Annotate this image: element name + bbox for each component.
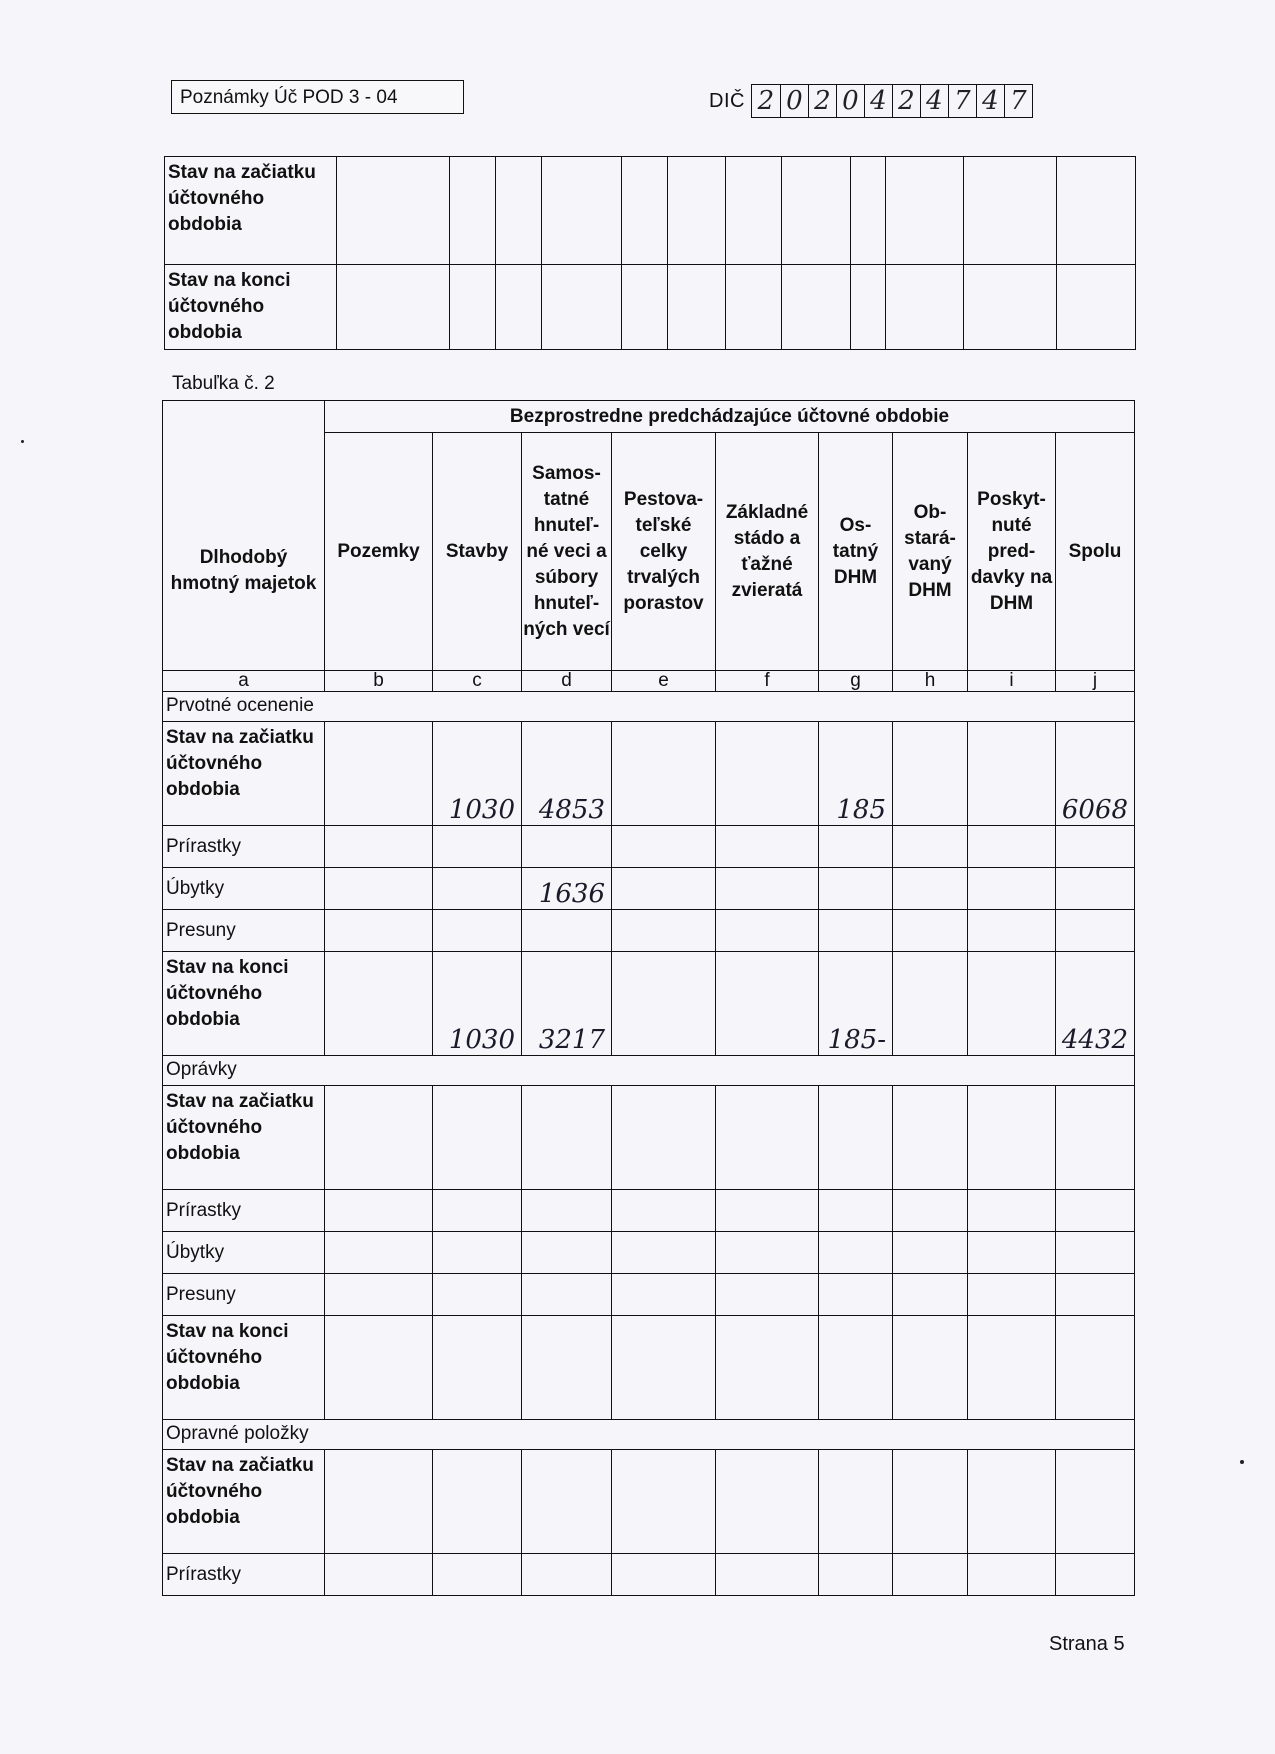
table-1 [164, 156, 1136, 350]
table-cell [495, 157, 541, 265]
table-cell: 4853 [522, 722, 612, 826]
table-cell [716, 1554, 819, 1596]
column-letter: f [716, 671, 819, 692]
column-letter: c [433, 671, 522, 692]
table-cell [433, 1190, 522, 1232]
table-cell [1057, 265, 1136, 350]
table-cell [522, 1274, 612, 1316]
table-row [163, 868, 1135, 910]
column-header: Spolu [1056, 433, 1135, 671]
table-cell [716, 826, 819, 868]
table-cell: 4432 [1056, 952, 1135, 1056]
section-row [163, 692, 1135, 722]
dic-digit: 4 [920, 85, 948, 117]
table-cell [522, 1190, 612, 1232]
table-cell [716, 722, 819, 826]
table-cell [1056, 1190, 1135, 1232]
table-cell [716, 1232, 819, 1274]
table-cell [893, 1274, 968, 1316]
table-cell [612, 722, 716, 826]
table-cell [968, 1274, 1056, 1316]
table-cell [851, 265, 886, 350]
table-cell [433, 1232, 522, 1274]
table-cell [449, 157, 495, 265]
table-cell [325, 1450, 433, 1554]
table-cell [1056, 910, 1135, 952]
dic-digit: 4 [976, 85, 1004, 117]
row-label: Presuny [163, 1274, 325, 1316]
table-row [163, 722, 1135, 826]
table-cell [893, 1232, 968, 1274]
row-label: Presuny [163, 910, 325, 952]
dic-digit: 4 [864, 85, 892, 117]
table-cell [716, 1450, 819, 1554]
table-cell [522, 910, 612, 952]
table-cell [819, 910, 893, 952]
table-cell [716, 1190, 819, 1232]
table-cell [668, 265, 726, 350]
table-cell: 1030 [433, 722, 522, 826]
table-2 [162, 400, 1135, 1596]
table-cell [541, 265, 622, 350]
table-cell [893, 1190, 968, 1232]
table-cell [964, 265, 1057, 350]
table-cell [819, 1190, 893, 1232]
dic-digit: 2 [808, 85, 836, 117]
column-letter: b [325, 671, 433, 692]
table-row [163, 1190, 1135, 1232]
table-cell [336, 157, 449, 265]
table-cell [612, 952, 716, 1056]
table-cell [433, 1450, 522, 1554]
dic-digit: 2 [892, 85, 920, 117]
row-label: Stav na konci účtovného obdobia [165, 265, 337, 350]
row-label: Prírastky [163, 1190, 325, 1232]
table-cell [968, 868, 1056, 910]
column-header: Samos- tatné hnuteľ- né veci a súbory hnuteľ- ných vecí [522, 433, 612, 671]
table-cell [612, 1554, 716, 1596]
table-cell [893, 1316, 968, 1420]
table-cell [725, 265, 782, 350]
table-cell [782, 157, 851, 265]
table-row [163, 1086, 1135, 1190]
table-cell [1056, 1232, 1135, 1274]
table-cell [1056, 826, 1135, 868]
row-label: Stav na konci účtovného obdobia [163, 1316, 325, 1420]
header-dlhodoby-hmotny-majetok: Dlhodobý hmotný majetok [163, 401, 325, 671]
dic-digit: 0 [836, 85, 864, 117]
section-title: Oprávky [163, 1056, 1135, 1086]
table-cell [325, 1190, 433, 1232]
table-cell [716, 952, 819, 1056]
table-cell [968, 1554, 1056, 1596]
dic-digit: 2 [757, 86, 775, 116]
dic-digit-boxes [751, 84, 1033, 118]
table-cell: 1030 [433, 952, 522, 1056]
table-cell [968, 1450, 1056, 1554]
table-cell [819, 1232, 893, 1274]
table-cell [612, 910, 716, 952]
table-cell: 1636 [522, 868, 612, 910]
table-cell [1056, 1554, 1135, 1596]
table-cell [522, 1232, 612, 1274]
table-cell [893, 1450, 968, 1554]
table-cell [522, 826, 612, 868]
table-row [163, 1450, 1135, 1554]
table-cell [522, 1316, 612, 1420]
table-cell [612, 1274, 716, 1316]
table-cell [325, 952, 433, 1056]
table-cell [522, 1450, 612, 1554]
column-header: Základné stádo a ťažné zvieratá [716, 433, 819, 671]
table-cell [433, 1554, 522, 1596]
table-cell [325, 1316, 433, 1420]
table-cell [325, 722, 433, 826]
table-row [163, 1232, 1135, 1274]
section-row [163, 1056, 1135, 1086]
table-cell [819, 1274, 893, 1316]
table-cell [893, 1086, 968, 1190]
table-cell [968, 1190, 1056, 1232]
form-label: Poznámky Úč POD 3 - 04 [171, 80, 464, 114]
table-cell [819, 868, 893, 910]
column-letter: d [522, 671, 612, 692]
table-cell [716, 1274, 819, 1316]
table-cell [622, 157, 668, 265]
section-title: Opravné položky [163, 1420, 1135, 1450]
table-row [163, 952, 1135, 1056]
table-cell [1056, 1086, 1135, 1190]
table-cell [325, 826, 433, 868]
table-cell [851, 157, 886, 265]
row-label: Prírastky [163, 1554, 325, 1596]
row-label: Úbytky [163, 1232, 325, 1274]
table-cell [819, 1554, 893, 1596]
column-header: Stavby [433, 433, 522, 671]
table-cell: 185 [819, 722, 893, 826]
table-cell [541, 157, 622, 265]
scan-speck [1240, 1460, 1244, 1464]
table-cell [893, 826, 968, 868]
table-cell [1056, 1274, 1135, 1316]
column-letter: g [819, 671, 893, 692]
table-row [163, 910, 1135, 952]
column-letter: h [893, 671, 968, 692]
table-cell [495, 265, 541, 350]
header-bezprostredne-obdobie: Bezprostredne predchádzajúce účtovné obdobie [325, 401, 1135, 433]
table-cell [325, 1232, 433, 1274]
table-cell [522, 1086, 612, 1190]
table-row [163, 1316, 1135, 1420]
table-cell [968, 722, 1056, 826]
dic-label: DIČ [709, 89, 745, 112]
table-cell [325, 1554, 433, 1596]
table-cell [968, 910, 1056, 952]
table-cell [885, 157, 963, 265]
table-cell [968, 952, 1056, 1056]
table-cell [725, 157, 782, 265]
table-cell [716, 868, 819, 910]
table-cell [433, 1086, 522, 1190]
table-cell [668, 157, 726, 265]
row-label: Prírastky [163, 826, 325, 868]
dic-field [709, 84, 1033, 118]
table-cell [893, 1554, 968, 1596]
table-cell [893, 952, 968, 1056]
section-row [163, 1420, 1135, 1450]
table-cell [716, 1316, 819, 1420]
table-cell [968, 826, 1056, 868]
table-cell [612, 1232, 716, 1274]
table-cell: 6068 [1056, 722, 1135, 826]
table-cell [968, 1316, 1056, 1420]
section-title: Prvotné ocenenie [163, 692, 1135, 722]
table-cell [612, 868, 716, 910]
table-cell [612, 1450, 716, 1554]
table-cell [893, 868, 968, 910]
dic-digit: 7 [948, 85, 976, 117]
page-number: Strana 5 [1049, 1633, 1125, 1655]
table-cell [1056, 1316, 1135, 1420]
row-label: Stav na začiatku účtovného obdobia [163, 1450, 325, 1554]
table-cell [716, 1086, 819, 1190]
table-row [163, 826, 1135, 868]
column-letter: j [1056, 671, 1135, 692]
table-cell [1056, 1450, 1135, 1554]
table-row [165, 157, 1136, 265]
column-header: Pozemky [325, 433, 433, 671]
table-cell [433, 826, 522, 868]
table-cell [782, 265, 851, 350]
scan-speck [21, 440, 24, 443]
table-row [163, 1274, 1135, 1316]
table-cell [819, 1316, 893, 1420]
table-cell [522, 1554, 612, 1596]
table-cell [325, 868, 433, 910]
table-cell [433, 868, 522, 910]
table-cell [433, 1316, 522, 1420]
table-cell [622, 265, 668, 350]
table-cell: 185- [819, 952, 893, 1056]
table-cell [449, 265, 495, 350]
table-cell [964, 157, 1057, 265]
table-cell [819, 826, 893, 868]
table-cell: 3217 [522, 952, 612, 1056]
table-cell [325, 910, 433, 952]
dic-digit: 0 [780, 85, 808, 117]
column-header: Os- tatný DHM [819, 433, 893, 671]
table-cell [716, 910, 819, 952]
column-header: Ob- stará- vaný DHM [893, 433, 968, 671]
column-letter: i [968, 671, 1056, 692]
column-letter: e [612, 671, 716, 692]
table-row [163, 1554, 1135, 1596]
dic-digit: 7 [1004, 85, 1032, 117]
column-header: Poskyt- nuté pred- davky na DHM [968, 433, 1056, 671]
table-cell [893, 722, 968, 826]
column-letter: a [163, 671, 325, 692]
table-cell [433, 1274, 522, 1316]
table-cell [968, 1086, 1056, 1190]
table-cell [819, 1086, 893, 1190]
row-label: Stav na začiatku účtovného obdobia [163, 1086, 325, 1190]
table-cell [893, 910, 968, 952]
table-cell [325, 1274, 433, 1316]
row-label: Úbytky [163, 868, 325, 910]
table-cell [819, 1450, 893, 1554]
table-cell [612, 1086, 716, 1190]
table-row [165, 265, 1136, 350]
table-cell [612, 1316, 716, 1420]
table-cell [612, 1190, 716, 1232]
table-cell [885, 265, 963, 350]
row-label: Stav na začiatku účtovného obdobia [165, 157, 337, 265]
table-cell [1057, 157, 1136, 265]
table-cell [433, 910, 522, 952]
table-cell [968, 1232, 1056, 1274]
table-cell [336, 265, 449, 350]
row-label: Stav na začiatku účtovného obdobia [163, 722, 325, 826]
table-2-caption: Tabuľka č. 2 [172, 373, 275, 394]
row-label: Stav na konci účtovného obdobia [163, 952, 325, 1056]
column-header: Pestova- teľské celky trvalých porastov [612, 433, 716, 671]
table-cell [1056, 868, 1135, 910]
table-cell [612, 826, 716, 868]
table-cell [325, 1086, 433, 1190]
